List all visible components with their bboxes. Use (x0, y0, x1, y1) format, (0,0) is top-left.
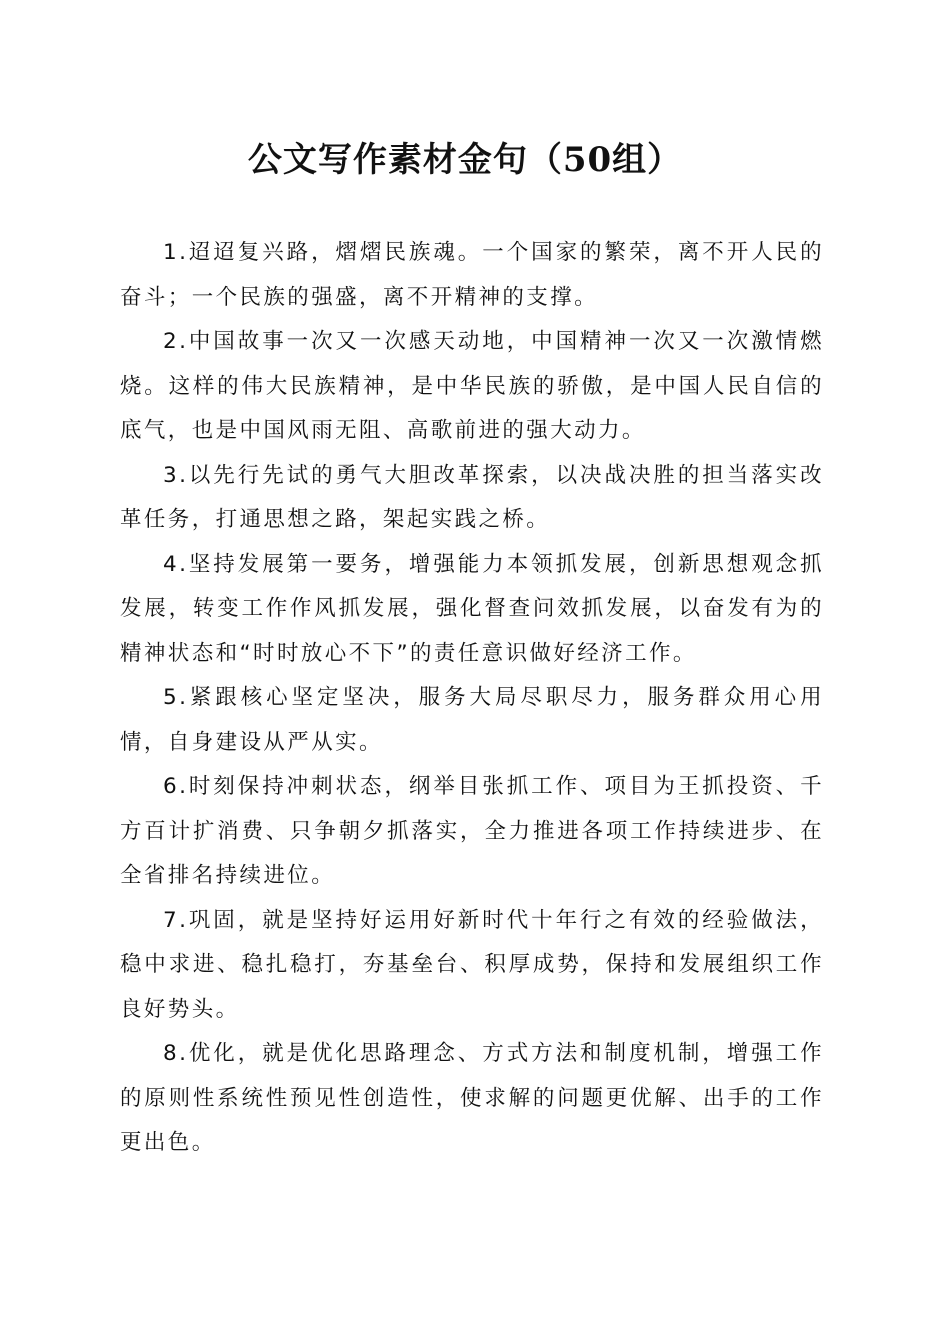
document-body (120, 231, 824, 1166)
document-title: 公文写作素材金句（50组） (247, 140, 683, 180)
paragraph-8: 8.优化，就是优化思路理念、方式方法和制度机制，增强工作的原则性系统性预见性创造性，使求解的问题更优解、出手的工作更出色。 (120, 1041, 824, 1155)
paragraph-3: 3.以先行先试的勇气大胆改革探索，以决战决胜的担当落实改革任务，打通思想之路，架起实践之桥。 (120, 462, 824, 532)
paragraph-4: 4.坚持发展第一要务，增强能力本领抓发展，创新思想观念抓发展，转变工作作风抓发展，强化督查问效抓发展，以奋发有为的精神状态和“时时放心不下”的责任意识做好经济工作。 (120, 551, 824, 666)
paragraph-6: 6.时刻保持冲刺状态，纲举目张抓工作、项目为王抓投资、千方百计扩消费、只争朝夕抓落实，全力推进各项工作持续进步、在全省排名持续进位。 (120, 774, 824, 888)
paragraph-2: 2.中国故事一次又一次感天动地，中国精神一次又一次激情燃烧。这样的伟大民族精神，是中华民族的骄傲，是中国人民自信的底气，也是中国风雨无阻、高歌前进的强大动力。 (120, 329, 824, 443)
paragraph-1: 1.迢迢复兴路，熠熠民族魂。一个国家的繁荣，离不开人民的奋斗；一个民族的强盛，离不开精神的支撑。 (120, 240, 824, 310)
paragraph-5: 5.紧跟核心坚定坚决，服务大局尽职尽力，服务群众用心用情，自身建设从严从实。 (120, 685, 824, 755)
paragraph-7: 7.巩固，就是坚持好运用好新时代十年行之有效的经验做法，稳中求进、稳扎稳打，夯基垒台、积厚成势，保持和发展组织工作良好势头。 (120, 907, 824, 1022)
